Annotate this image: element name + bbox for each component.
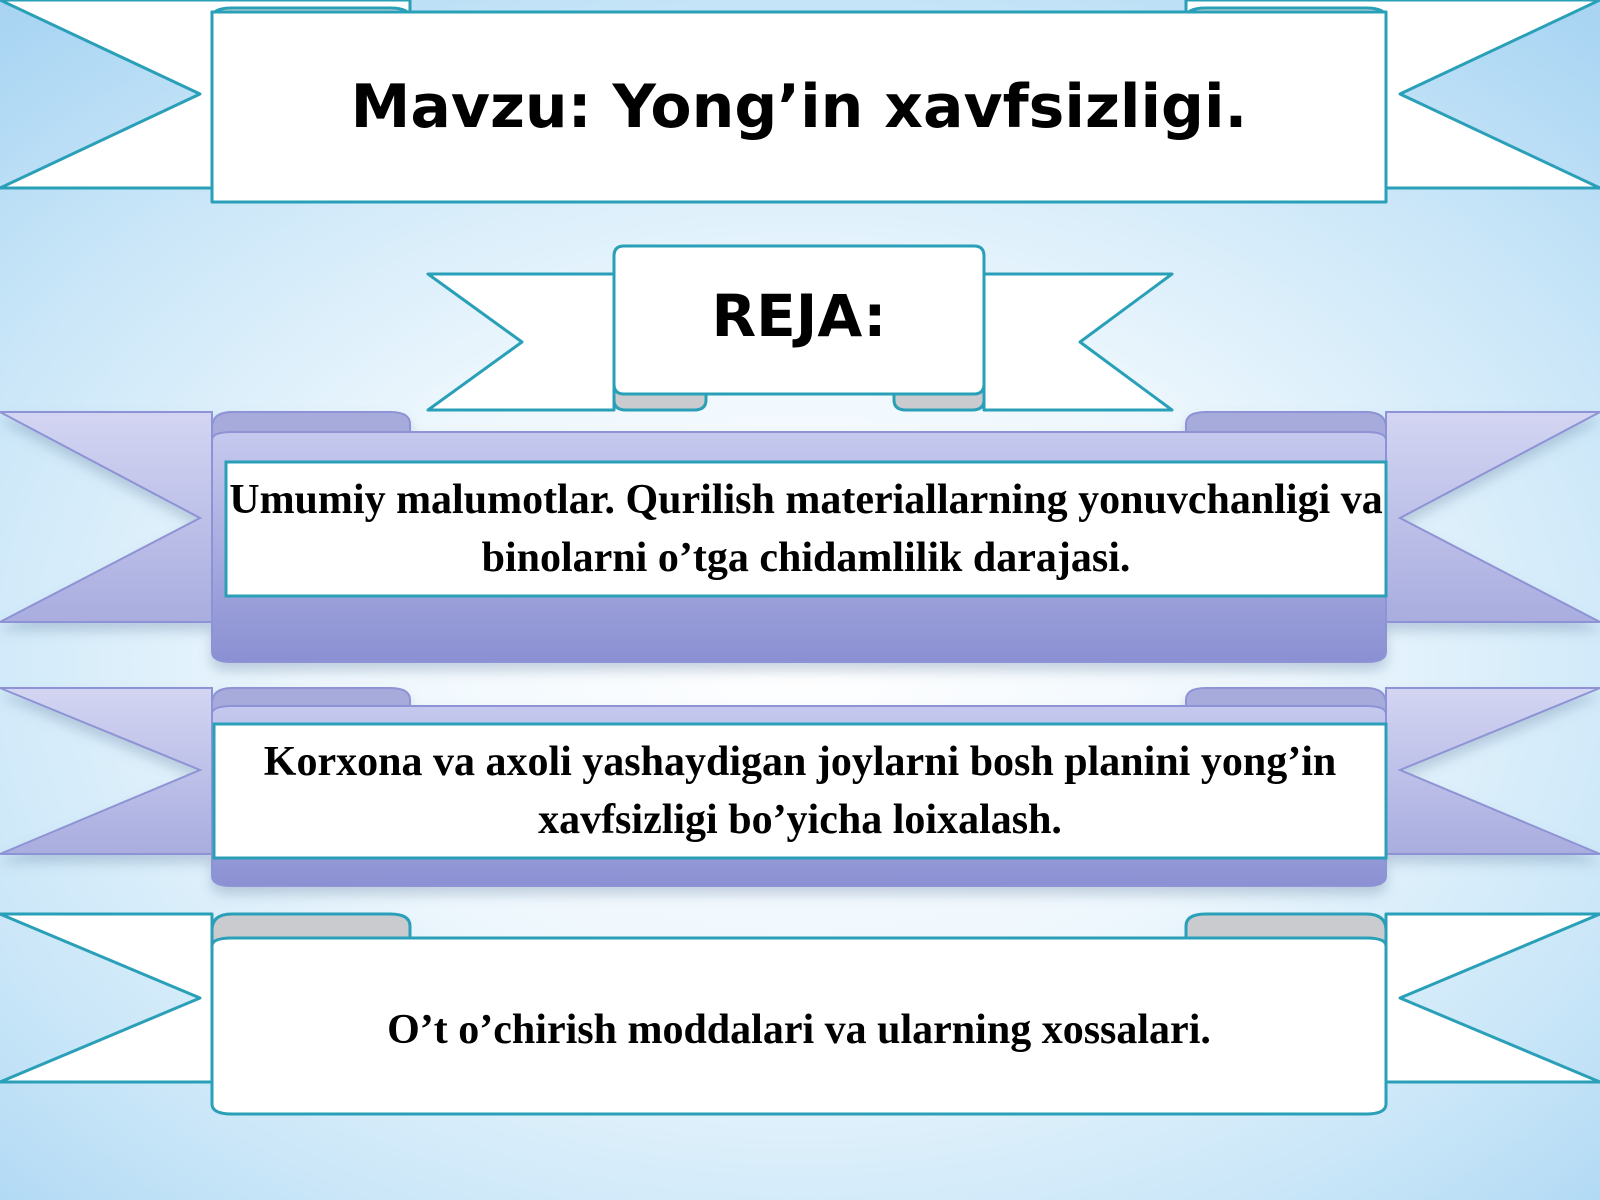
plan-item-1: Umumiy malumotlar. Qurilish materiallarning yonuvchanligi va binolarni o’tga chidamlilik darajasi. (229, 477, 1383, 581)
plan-item-3: O’t o’chirish moddalari va ularning xossalari. (387, 1007, 1211, 1053)
plan-label: REJA: (711, 282, 887, 350)
plan-item-2: Korxona va axoli yashaydigan joylarni bosh planini yong’in xavfsizligi bo’yicha loixalash. (263, 739, 1337, 843)
slide-title: Mavzu: Yong’in xavfsizligi. (350, 72, 1248, 142)
